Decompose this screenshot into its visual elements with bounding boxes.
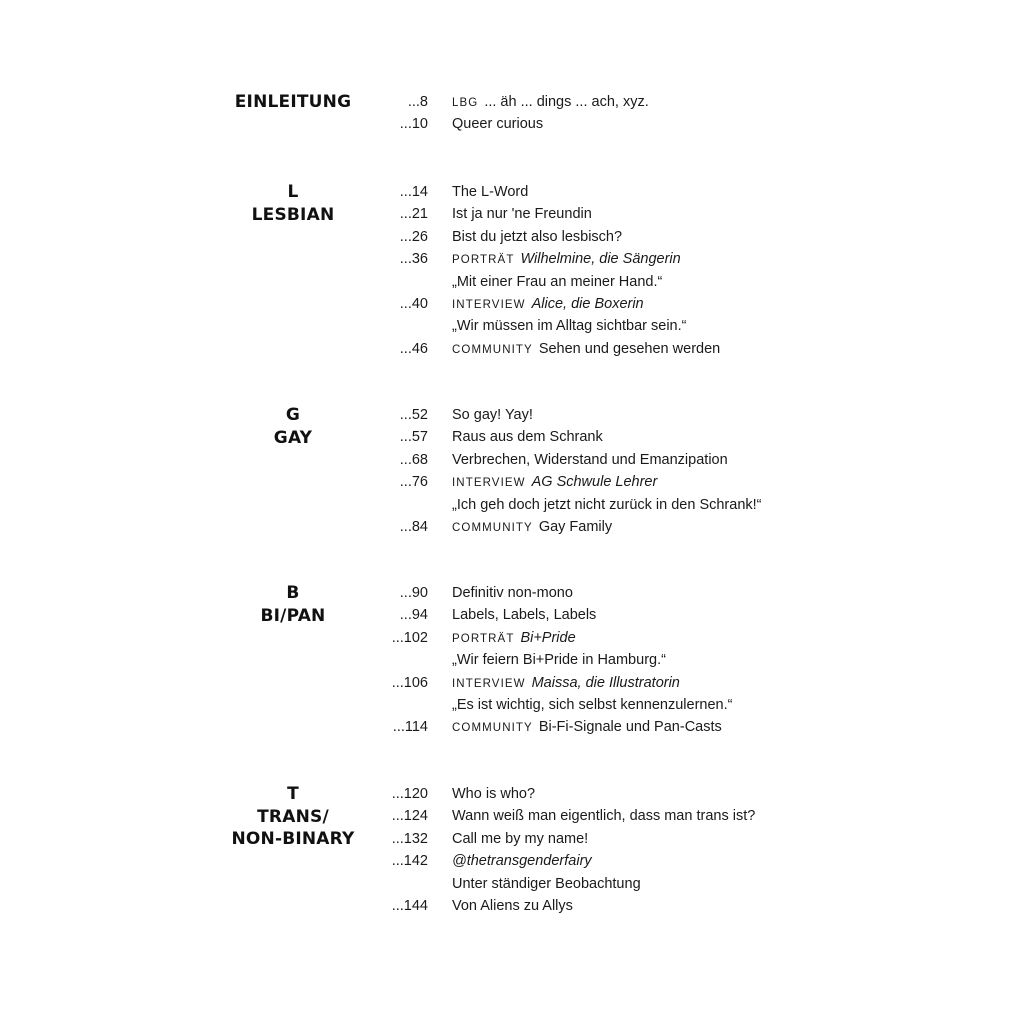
entry-text xyxy=(452,604,596,626)
entry-title: „Mit einer Frau an meiner Hand.“ xyxy=(452,273,663,290)
entry-title: ... äh ... dings ... ach, xyz. xyxy=(484,94,649,110)
section-heading-line: L xyxy=(287,182,299,202)
entry-list xyxy=(0,582,1024,739)
entry-text xyxy=(452,248,681,271)
toc-entry xyxy=(0,338,1024,360)
entry-title: Alice, die Boxerin xyxy=(531,295,644,312)
entry-list xyxy=(0,404,1024,538)
toc-entry xyxy=(0,783,1024,805)
toc-entry xyxy=(0,181,1024,203)
entry-text xyxy=(452,271,662,293)
toc-entry xyxy=(0,471,1024,493)
entry-title: So gay! Yay! xyxy=(452,407,533,423)
entry-text xyxy=(452,828,588,850)
entry-title: Ist ja nur 'ne Freundin xyxy=(452,206,592,223)
entry-label: INTERVIEW xyxy=(452,477,526,490)
section-heading-line: B xyxy=(286,583,300,603)
entry-label: INTERVIEW xyxy=(452,298,526,311)
toc-entry xyxy=(0,582,1024,604)
entry-title: Unter ständiger Beobachtung xyxy=(452,875,641,892)
entry-label: COMMUNITY xyxy=(452,722,533,735)
entry-title: Von Aliens zu Allys xyxy=(452,897,573,914)
page-number: ...120 xyxy=(391,786,428,802)
toc-entry xyxy=(0,293,1024,315)
toc-entry xyxy=(0,604,1024,626)
entry-text xyxy=(452,716,722,739)
entry-title: Bi-Fi-Signale und Pan-Casts xyxy=(538,719,722,736)
entry-label: INTERVIEW xyxy=(452,677,526,690)
entry-title: Verbrechen, Widerstand und Emanzipation xyxy=(452,451,728,468)
entry-label: COMMUNITY xyxy=(452,343,533,356)
entry-text xyxy=(452,895,573,917)
entry-text xyxy=(452,627,576,650)
page-number: ...8 xyxy=(407,94,428,110)
toc-entry xyxy=(0,494,1024,516)
entry-label: COMMUNITY xyxy=(452,521,533,534)
section-heading-line: GAY xyxy=(273,427,313,448)
entry-title: „Ich geh doch jetzt nicht zurück in den Schrank!“ xyxy=(452,496,762,513)
toc-entry xyxy=(0,516,1024,538)
entry-title: Queer curious xyxy=(452,116,544,133)
entry-title: „Es ist wichtig, sich selbst kennenzulernen.“ xyxy=(452,696,733,713)
page-number: ...40 xyxy=(399,295,428,312)
toc-entry xyxy=(0,91,1024,113)
page-number: ...84 xyxy=(399,518,428,535)
toc-entry xyxy=(0,627,1024,649)
entry-text xyxy=(452,516,612,539)
toc-entry xyxy=(0,694,1024,716)
entry-text xyxy=(452,649,666,671)
entry-text xyxy=(452,449,728,471)
section-heading-line: BI/PAN xyxy=(260,605,326,626)
entry-title: Gay Family xyxy=(538,518,613,535)
entry-title: Wilhelmine, die Sängerin xyxy=(520,251,681,268)
entry-text xyxy=(452,404,533,426)
entry-text xyxy=(452,91,649,114)
toc-entry xyxy=(0,672,1024,694)
entry-text xyxy=(452,850,592,872)
entry-title: Call me by my name! xyxy=(452,830,589,847)
entry-text xyxy=(452,672,680,695)
toc-entry xyxy=(0,226,1024,248)
entry-title: Bi+Pride xyxy=(520,629,576,646)
entry-title: „Wir feiern Bi+Pride in Hamburg.“ xyxy=(452,652,666,669)
entry-title: AG Schwule Lehrer xyxy=(531,474,658,491)
entry-title: Raus aus dem Schrank xyxy=(452,429,603,446)
page-number: ...94 xyxy=(399,607,428,624)
page-number: ...90 xyxy=(399,585,428,601)
toc-entry xyxy=(0,449,1024,471)
toc-entry xyxy=(0,426,1024,448)
page-number: ...114 xyxy=(392,719,428,736)
entry-text xyxy=(452,471,657,494)
entry-text xyxy=(452,494,762,516)
page-number: ...76 xyxy=(399,474,428,491)
entry-text xyxy=(452,582,573,604)
page-number: ...46 xyxy=(399,340,428,357)
entry-list xyxy=(0,783,1024,917)
toc-entry xyxy=(0,203,1024,225)
entry-title: Definitiv non-mono xyxy=(452,585,573,601)
page-number: ...102 xyxy=(391,629,428,646)
entry-title: Sehen und gesehen werden xyxy=(538,340,721,357)
entry-text xyxy=(452,226,622,248)
entry-text xyxy=(452,783,535,805)
entry-title: The L-Word xyxy=(452,184,529,200)
toc-entry xyxy=(0,850,1024,872)
entry-label: PORTRÄT xyxy=(452,254,515,267)
page-number: ...106 xyxy=(391,674,428,691)
entry-text xyxy=(452,315,686,337)
entry-list xyxy=(0,91,1024,136)
page-number: ...57 xyxy=(399,429,428,446)
page-number: ...14 xyxy=(399,184,428,200)
section-heading-line: LESBIAN xyxy=(251,204,335,225)
entry-text xyxy=(452,181,528,203)
page-number: ...26 xyxy=(399,228,428,245)
entry-title: Maissa, die Illustratorin xyxy=(531,674,680,691)
toc-entry xyxy=(0,895,1024,917)
entry-title: @thetransgenderfairy xyxy=(452,853,592,870)
entry-list xyxy=(0,181,1024,360)
page-number: ...142 xyxy=(391,853,428,870)
page-number: ...132 xyxy=(391,830,428,847)
page-number: ...144 xyxy=(391,897,428,914)
entry-text xyxy=(452,426,603,448)
toc-entry xyxy=(0,271,1024,293)
entry-title: Labels, Labels, Labels xyxy=(452,607,597,624)
page-number: ...68 xyxy=(399,451,428,468)
toc-entry xyxy=(0,873,1024,895)
page-number: ...124 xyxy=(391,808,428,825)
entry-title: Wann weiß man eigentlich, dass man trans ist? xyxy=(452,808,756,825)
entry-text xyxy=(452,694,732,716)
page-number: ...21 xyxy=(399,206,428,223)
page-number: ...10 xyxy=(399,116,428,133)
toc-entry xyxy=(0,315,1024,337)
toc-entry xyxy=(0,828,1024,850)
section-heading-line: EINLEITUNG xyxy=(234,92,352,112)
entry-text xyxy=(452,203,592,225)
section-heading-line: TRANS/ xyxy=(257,806,329,827)
toc-entry xyxy=(0,248,1024,270)
entry-label: PORTRÄT xyxy=(452,632,515,645)
section-heading-line: G xyxy=(285,405,301,425)
toc-entry xyxy=(0,649,1024,671)
entry-text xyxy=(452,873,641,895)
entry-text xyxy=(452,293,644,316)
toc-entry xyxy=(0,716,1024,738)
toc-entry xyxy=(0,404,1024,426)
page-number: ...52 xyxy=(399,407,428,423)
entry-text xyxy=(452,113,543,135)
entry-text xyxy=(452,805,755,827)
section-heading-line: T xyxy=(287,784,299,804)
entry-text xyxy=(452,338,720,361)
page-number: ...36 xyxy=(399,251,428,268)
section-heading-line: NON-BINARY xyxy=(231,829,355,849)
entry-title: Bist du jetzt also lesbisch? xyxy=(452,228,623,245)
toc-entry xyxy=(0,805,1024,827)
entry-label: LBG xyxy=(452,97,479,109)
toc-entry xyxy=(0,113,1024,135)
entry-title: Who is who? xyxy=(452,786,536,802)
entry-title: „Wir müssen im Alltag sichtbar sein.“ xyxy=(452,318,687,335)
